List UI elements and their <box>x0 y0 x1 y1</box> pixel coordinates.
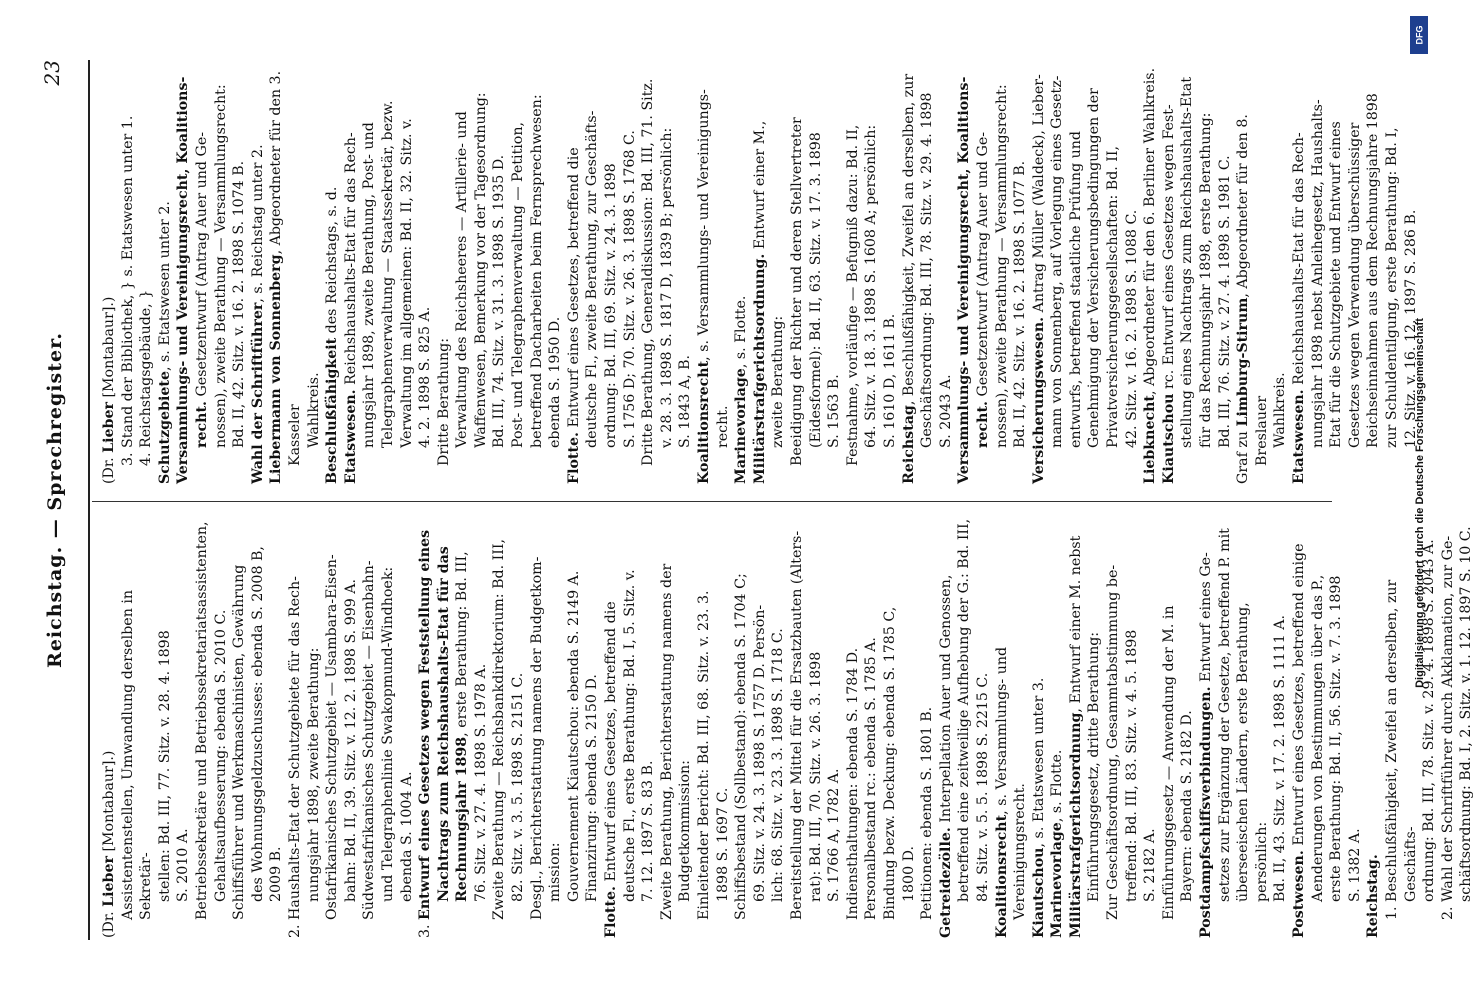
right-column-line: Versicherungswesen. Antrag Müller (Waldeck), Lieber- <box>1030 74 1047 484</box>
right-column-line: Bd. II, 42. Sitz. v. 16. 2. 1898 S. 1074 B. <box>231 160 248 448</box>
left-column-line: schäftsordnung: Bd. I, 2. Sitz. v. 1. 12. 1897 S. 10 C. <box>1458 526 1475 902</box>
left-column-line: S. 1382 A. <box>1346 828 1363 902</box>
right-column-line: Bd. III, 76. Sitz. v. 27. 4. 1898 S. 1981 C. <box>1216 155 1233 448</box>
right-column-line: Graf zu Limburg-Stirum, Abgeordneter für den 8. Breslauer <box>1235 114 1270 484</box>
right-column-line: 42. Sitz. v. 16. 2. 1898 S. 1088 C. <box>1123 209 1140 448</box>
left-column-line: Aenderungen von Bestimmungen über das P., <box>1309 574 1326 902</box>
right-column-line: Liebknecht, Abgeordneter für den 6. Berliner Wahlkreis. <box>1142 67 1159 484</box>
left-column-line: Schiffsführer und Werkmaschinisten, Gewährung <box>231 564 248 920</box>
right-column-line: Verwaltung im allgemeinen: Bd. II, 32. Sitz. v. <box>398 118 415 448</box>
dfg-credit-text: Digitalisierung gefördert durch die Deutsche Forschungsgemeinschaft <box>1414 318 1427 688</box>
left-column-line: Koalitionsrecht, s. Versammlungs- und Vereinigungsrecht. <box>993 646 1029 938</box>
right-column-line: (Dr. Lieber [Montabaur].) <box>101 296 117 484</box>
left-column-line: Bd. II, 43. Sitz. v. 17. 2. 1898 S. 1111 A. <box>1272 615 1289 902</box>
right-column-line: recht. Gesetzentwurf (Antrag Auer und Ge- <box>974 131 991 448</box>
left-column-line: ebenda S. 1004 A. <box>398 771 415 902</box>
left-column-line: Zweite Berathung, Berichterstattung namens der <box>658 563 675 920</box>
left-column-line: mission: <box>547 842 564 902</box>
left-column-line: Personalbestand rc.: ebenda S. 1785 A. <box>863 637 880 920</box>
page-number: 23 <box>40 60 64 86</box>
left-column-line: stellen: Bd. III, 77. Sitz. v. 28. 4. 1898 <box>156 630 173 902</box>
right-column-line: nungsjahr 1898 nebst Anleihegesetz, Haushalts- <box>1309 99 1326 448</box>
right-column-line: Koalitionsrecht, s. Versammlungs- und Vereinigungs- <box>696 89 712 484</box>
left-column-line: Getreidezölle. Interpellation Auer und Genossen, <box>937 574 954 938</box>
right-column-line: Schutzgebiete, s. Etatswesen unter 2. <box>156 201 173 484</box>
left-column-line: Budgetkommission: <box>677 760 694 902</box>
left-column-line: 1800 D. <box>900 846 917 902</box>
right-column-line: ebenda S. 1950 D. <box>547 316 564 448</box>
left-column-line: 2. Wahl der Schriftführer durch Akklamation, zur Ge- <box>1439 535 1456 920</box>
right-column-line: Verwaltung des Reichsheeres — Artillerie- und <box>454 111 471 448</box>
left-column-line: Gehaltsaufbesserung: ebenda S. 2010 C. <box>212 609 229 902</box>
left-column-line: Bindung bezw. Deckung: ebenda S. 1785 C, <box>881 606 898 920</box>
left-column-line: 7. 12. 1897 S. 83 B. <box>640 760 657 902</box>
left-column-line: Rechnungsjahr 1898, erste Berathung: Bd. III, <box>454 551 471 902</box>
left-column-line: Reichstag. <box>1365 854 1382 938</box>
left-column-line: Ostafrikanisches Schutzgebiet — Usambara-Eisen- <box>324 554 341 920</box>
left-column-line: Bereitstellung der Mittel für die Ersatzbauten (Alters- <box>788 530 805 920</box>
left-column-line: überseeischen Ländern, erste Berathung, persönlich: <box>1235 602 1270 902</box>
left-column-line: Desgl., Berichterstattung namens der Budgetkom- <box>528 556 545 920</box>
right-column-line: Waffenwesen, Bemerkung vor der Tagesordnung: <box>472 92 489 448</box>
right-column-line: deutsche Fl., zweite Berathung, zur Geschäfts- <box>584 110 601 448</box>
left-column-line: Finanzirung: ebenda S. 2150 D. <box>584 674 601 902</box>
left-column-line: betreffend eine zeitweilige Aufhebung der G.: Bd. III, <box>956 518 973 902</box>
right-column-line: Etatswesen. Reichshaushalts-Etat für das Rech- <box>1291 132 1307 484</box>
right-column-line: 4. 2. 1898 S. 825 A. <box>417 306 434 448</box>
right-column-line: entwurfs, betreffend staatliche Prüfung und <box>1067 130 1084 448</box>
left-column-line: Nachtrags zum Reichshaushalts-Etat für das <box>435 546 452 902</box>
right-column-line: Reichstag, Beschlußfähigkeit, Zweifel an derselben, zur <box>900 73 917 484</box>
right-column-line: Etatswesen. Reichshaushalts-Etat für das Rech- <box>342 132 359 484</box>
left-column-line: S. 1766 A, 1782 A. <box>826 768 843 902</box>
right-column-line: recht. Gesetzentwurf (Antrag Auer und Ge- <box>193 131 210 448</box>
right-column <box>100 64 1420 484</box>
right-column-line: Wahlkreis. <box>305 372 322 448</box>
right-column-line: für das Rechnungsjahr 1898, erste Berathung: <box>1198 112 1215 448</box>
left-column-line: Flotte. Entwurf eines Gesetzes, betreffend die <box>603 601 620 938</box>
left-column-line: setzes zur Ergänzung der Gesetze, betreffend P. mit <box>1216 528 1233 902</box>
right-column-line: 64. Sitz. v. 18. 3. 1898 S. 1608 A; persönlich: <box>863 124 880 448</box>
left-column-line: Betriebssekretäre und Betriebssekretariatsassistenten, <box>193 521 210 920</box>
left-column-line: 76. Sitz. v. 27. 4. 1898 S. 1978 A. <box>472 663 489 902</box>
left-column-line: Südwestafrikanisches Schutzgebiet — Eisenbahn- <box>361 560 378 920</box>
right-column-line: Wahlkreis. <box>1272 372 1289 448</box>
right-column-line: Bd. III, 74. Sitz. v. 31. 3. 1898 S. 1935 D. <box>491 154 508 448</box>
right-column-line: Marinevorlage, s. Flotte. <box>733 295 750 484</box>
right-column-line: S. 1843 A, B. <box>677 354 694 448</box>
left-column-line: Einführungsgesetz — Anwendung der M. in <box>1160 605 1177 920</box>
left-column-line: erste Berathung: Bd. II, 56. Sitz. v. 7. 3. 1898 <box>1328 575 1345 902</box>
left-column-line: S. 2182 A. <box>1142 828 1159 902</box>
left-column-line: Kiautschou, s. Etatswesen unter 3. <box>1030 677 1047 938</box>
right-column-line: 12. Sitz. v. 16. 12. 1897 S. 286 B. <box>1402 209 1419 448</box>
left-column-line: Petitionen: ebenda S. 1801 B. <box>919 706 936 920</box>
right-column-line: Beeidigung der Richter und deren Stellvertreter <box>788 117 805 466</box>
left-column-line: 69. Sitz. v. 24. 3. 1898 S. 1757 D. Persön- <box>751 604 768 902</box>
left-column-line: Bayern: ebenda S. 2182 D. <box>1179 710 1196 902</box>
right-column-line: recht. <box>714 405 731 448</box>
right-column-line: v. 28. 3. 1898 S. 1817 D, 1839 B; persönlich: <box>658 127 675 448</box>
right-column-line: Etat für die Schutzgebiete und Entwurf eines <box>1328 121 1345 448</box>
dfg-logo-text: DFG <box>1414 25 1424 45</box>
left-column-line: Gouvernement Kiautschou: ebenda S. 2149 A. <box>565 570 582 902</box>
left-column-line: Einführungsgesetz, dritte Berathung: <box>1086 631 1103 902</box>
right-column-line: zur Schuldentilgung, erste Berathung: Bd. I, <box>1383 127 1400 448</box>
left-column-line: 1. Beschlußfähigkeit, Zweifel an derselben, zur Geschäfts- <box>1383 579 1419 920</box>
right-column-line: Dritte Berathung: <box>435 337 452 466</box>
left-column-line: ordnung: Bd. III, 78. Sitz. v. 29. 4. 1898 S. 2043 A. <box>1421 539 1438 902</box>
right-column-line: Beschlußfähigkeit des Reichstags, s. d. <box>324 186 341 484</box>
left-column-line: Indiensthaltungen: ebenda S. 1784 D. <box>844 647 861 920</box>
left-column <box>100 518 1476 938</box>
right-column-line: S. 1563 B. <box>826 374 843 448</box>
left-column-line: Postdampfschiffsverbindungen. Entwurf eines Ge- <box>1198 552 1215 938</box>
left-column-line: lich: 68. Sitz. v. 23. 3. 1898 S. 1718 C. <box>770 628 787 902</box>
right-column-line: 3. Stand der Bibliothek, } s. Etatswesen unter 1. <box>119 115 136 466</box>
right-column-line: Telegraphenverwaltung — Staatssekretär, bezw. <box>379 100 396 448</box>
right-column-line: S. 1756 D; 70. Sitz. v. 26. 3. 1898 S. 1768 C. <box>621 130 638 448</box>
right-column-line: Flotte. Entwurf eines Gesetzes, betreffend die <box>565 147 582 484</box>
right-column-line: Gesetzes wegen Verwendung überschüssiger <box>1346 122 1363 448</box>
left-column-line: und Telegraphenlinie Swakopmund-Windhoek: <box>379 566 396 902</box>
left-column-line: (Dr. Lieber [Montabaur].) <box>101 750 117 938</box>
column-divider <box>92 501 1332 502</box>
right-column-line: Versammlungs- und Vereinigungsrecht, Koalitions- <box>956 76 973 484</box>
left-column-line: deutsche Fl., erste Berathung: Bd. I, 5. Sitz. v. <box>621 569 638 902</box>
left-column-line: Postwesen. Entwurf eines Gesetzes, betreffend einige <box>1291 543 1307 938</box>
right-column-line: nungsjahr 1898, zweite Berathung, Post- und <box>361 122 378 448</box>
digitization-stamp <box>1408 8 1432 998</box>
left-column-line: nungsjahr 1898, zweite Berathung: <box>305 647 322 902</box>
right-column-line: ordnung: Bd. III, 69. Sitz. v. 24. 3. 1898 <box>603 163 620 448</box>
right-column-line: Kiautschou rc. Entwurf eines Gesetzes wegen Fest- <box>1160 104 1177 484</box>
left-column-line: 84. Sitz. v. 5. 5. 1898 S. 2215 C. <box>974 672 991 902</box>
right-column-line: mann von Sonnenberg, auf Vorlegung eines Gesetz- <box>1049 75 1066 448</box>
left-column-line: bahn: Bd. II, 39. Sitz. v. 12. 2. 1898 S. 999 A. <box>342 578 359 902</box>
left-column-line: 2. Haushalts-Etat der Schutzgebiete für das Rech- <box>286 576 303 938</box>
left-column-line: Einleitender Bericht: Bd. III, 68. Sitz. v. 23. 3. <box>696 590 712 920</box>
right-column-line: Privatversicherungsgesellschaften: Bd. II, <box>1105 145 1122 448</box>
right-column-line: 4. Reichstagsgebäude, } <box>138 289 155 466</box>
right-column-line: Liebermann von Sonnenberg, Abgeordneter für den 3. Kasseler <box>268 70 303 484</box>
left-column-line: 1898 S. 1697 C. <box>714 787 731 902</box>
right-column-line: Militärstrafgerichtsordnung. Entwurf einer M., <box>751 120 768 484</box>
left-column-line: des Wohnungsgeldzuschusses: ebenda S. 2008 B, <box>249 546 266 902</box>
right-column-line: Wahl der Schriftführer, s. Reichstag unter 2. <box>249 144 266 484</box>
right-column-line: Geschäftsordnung: Bd. III, 78. Sitz. v. 29. 4. 1898 <box>919 92 936 448</box>
right-column-line: (Eidesformel): Bd. II, 63. Sitz. v. 17. 3. 1898 <box>807 132 824 448</box>
header-rule <box>88 60 90 940</box>
right-column-line: nossen), zweite Berathung — Versammlungsrecht: <box>212 84 229 448</box>
left-column-line: 82. Sitz. v. 3. 5. 1898 S. 2151 C. <box>510 672 527 902</box>
right-column-line: Versammlungs- und Vereinigungsrecht, Koalitions- <box>175 76 192 484</box>
left-column-line: rat): Bd. III, 70. Sitz. v. 26. 3. 1898 <box>807 651 824 902</box>
left-column-line: 2009 B. <box>268 846 285 902</box>
right-column-line: S. 2043 A. <box>937 374 954 448</box>
right-column-line: stellung eines Nachtrags zum Reichshaushalts-Etat <box>1179 76 1196 448</box>
left-column-line: 3. Entwurf eines Gesetzes wegen Feststellung eines <box>417 529 434 938</box>
right-column-line: Bd. II, 42. Sitz. v. 16. 2. 1898 S. 1077 B. <box>1012 160 1029 448</box>
left-column-line: Zur Geschäftsordnung, Gesammtabstimmung be- <box>1105 564 1122 920</box>
right-column-line: Genehmigung der Versicherungsbedingungen der <box>1086 88 1103 448</box>
right-column-line: S. 1610 D, 1611 B. <box>881 313 898 448</box>
right-column-line: zweite Berathung: <box>770 315 787 448</box>
left-column-line: Marinevorlage, s. Flotte. <box>1049 749 1066 938</box>
left-column-line: Assistentenstellen, Umwandlung derselben in Sekretär- <box>119 589 155 920</box>
right-column-line: nossen), zweite Berathung — Versammlungsrecht: <box>993 84 1010 448</box>
right-column-line: Festnahme, vorläufige — Befugniß dazu: Bd. II, <box>844 124 861 466</box>
left-column-line: Schiffsbestand (Sollbestand): ebenda S. 1704 C; <box>733 573 750 920</box>
right-column-line: Post- und Telegraphenverwaltung — Petition, <box>510 122 527 448</box>
left-column-line: Militärstrafgerichtsordnung, Entwurf einer M. nebst <box>1067 535 1084 938</box>
left-column-line: treffend: Bd. III, 83. Sitz. v. 4. 5. 1898 <box>1123 629 1140 902</box>
left-column-line: S. 2010 A. <box>175 828 192 902</box>
right-column-line: Reichseinnahmen aus dem Rechnungsjahre 1898 <box>1365 93 1382 448</box>
left-column-line: Zweite Berathung — Reichsbankdirektorium: Bd. III, <box>491 539 508 920</box>
page-title: Reichstag. — Sprechregister. <box>44 332 66 668</box>
right-column-line: Dritte Berathung, Generaldiskussion: Bd. III, 71. Sitz. <box>640 78 657 466</box>
dfg-credit <box>1408 8 1432 998</box>
page-header <box>40 60 80 940</box>
right-column-line: betreffend Dacharbeiten beim Fernsprechwesen: <box>528 94 545 448</box>
